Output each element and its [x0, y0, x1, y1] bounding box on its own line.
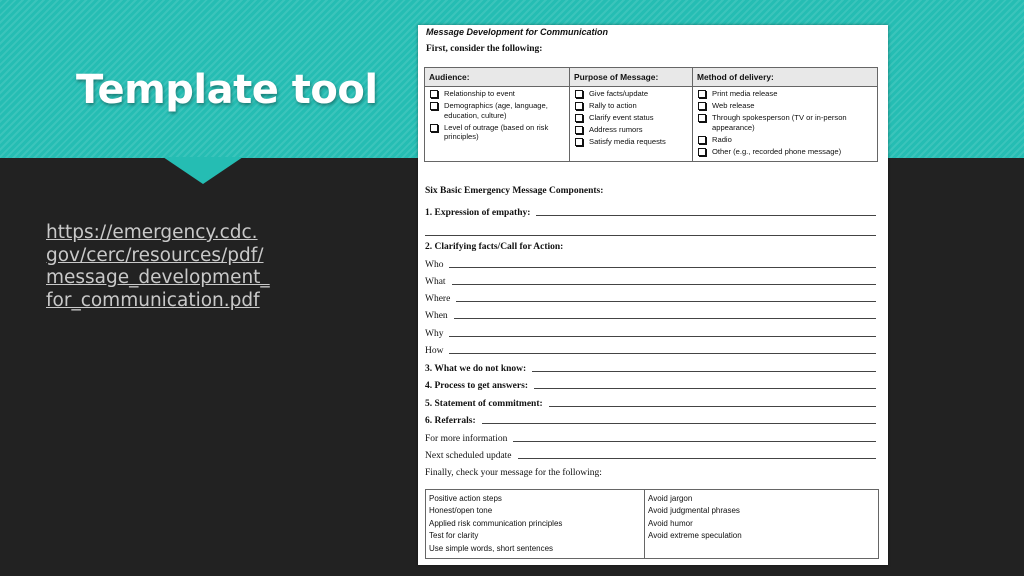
when-field[interactable]: When: [425, 311, 876, 321]
how-field[interactable]: How: [425, 346, 876, 356]
checklist-left-item: Test for clarity: [429, 531, 479, 541]
banner-pointer: [163, 157, 243, 184]
what-field[interactable]: What: [425, 277, 876, 287]
final-check-heading: Finally, check your message for the following:: [425, 468, 602, 478]
checklist-item[interactable]: Through spokesperson (TV or in-person appearance): [696, 113, 874, 132]
clarifying-heading: 2. Clarifying facts/Call for Action:: [425, 242, 564, 252]
audience-header: Audience:: [425, 68, 570, 87]
purpose-header: Purpose of Message:: [570, 68, 693, 87]
checklist-left: [426, 490, 645, 559]
checklist-left-item: Use simple words, short sentences: [429, 543, 554, 553]
checklist-item[interactable]: Relationship to event: [428, 89, 566, 99]
checkbox-icon[interactable]: [575, 126, 583, 134]
checklist-item[interactable]: Address rumors: [573, 125, 689, 135]
checklist-left-item: Positive action steps: [429, 494, 502, 503]
source-link-line: https://emergency.cdc.: [46, 222, 258, 243]
checklist-left-item: Honest/open tone: [429, 506, 493, 516]
delivery-header: Method of delivery:: [693, 68, 878, 87]
source-link-line: gov/cerc/resources/pdf/: [46, 244, 264, 266]
checkbox-icon[interactable]: [430, 124, 438, 132]
checklist-item[interactable]: Rally to action: [573, 101, 689, 111]
empathy-rule: [536, 214, 876, 216]
checklist-item[interactable]: Other (e.g., recorded phone message): [696, 147, 874, 157]
source-link-line: for_communication.pdf: [46, 289, 260, 311]
empathy-label: 1. Expression of empathy:: [425, 208, 531, 218]
who-field[interactable]: Who: [425, 260, 876, 270]
slide-title: Template tool: [76, 67, 378, 113]
checkbox-icon[interactable]: [575, 138, 583, 146]
next-update-field[interactable]: Next scheduled update: [425, 451, 876, 461]
checkbox-icon[interactable]: [698, 102, 706, 110]
empathy-field[interactable]: [425, 208, 876, 218]
document-intro: First, consider the following:: [426, 44, 543, 54]
checkbox-icon[interactable]: [698, 90, 706, 98]
where-field[interactable]: Where: [425, 294, 876, 304]
checkbox-icon[interactable]: [575, 102, 583, 110]
checkbox-icon[interactable]: [430, 102, 438, 110]
checklist-item[interactable]: Satisfy media requests: [573, 137, 689, 147]
components-heading: Six Basic Emergency Message Components:: [425, 186, 604, 196]
checkbox-icon[interactable]: [698, 136, 706, 144]
checklist-right-item: Avoid extreme speculation: [648, 531, 742, 541]
checklist-item[interactable]: Web release: [696, 101, 874, 111]
checklist-item[interactable]: Radio: [696, 135, 874, 145]
checklist-item[interactable]: Print media release: [696, 89, 874, 99]
checkbox-icon[interactable]: [575, 90, 583, 98]
consideration-table: [424, 67, 878, 162]
checklist-item[interactable]: Demographics (age, language, education, culture): [428, 101, 566, 120]
purpose-cell: [570, 87, 693, 162]
audience-cell: [425, 87, 570, 162]
checkbox-icon[interactable]: [698, 114, 706, 122]
why-field[interactable]: Why: [425, 329, 876, 339]
commitment-field[interactable]: 5. Statement of commitment:: [425, 399, 876, 409]
checklist-right-item: Avoid humor: [648, 518, 693, 528]
referrals-field[interactable]: 6. Referrals:: [425, 416, 876, 426]
checklist-left-item: Applied risk communication principles: [429, 518, 563, 528]
source-link-line: message_development_: [46, 267, 270, 288]
process-field[interactable]: 4. Process to get answers:: [425, 381, 876, 391]
checklist-item[interactable]: Level of outrage (based on risk principles): [428, 123, 566, 142]
source-link[interactable]: [46, 222, 296, 312]
unknown-field[interactable]: 3. What we do not know:: [425, 364, 876, 374]
checklist-item[interactable]: Clarify event status: [573, 113, 689, 123]
final-checklist-table: [425, 489, 879, 559]
checklist-right-item: Avoid jargon: [648, 494, 693, 503]
checkbox-icon[interactable]: [430, 90, 438, 98]
delivery-cell: [693, 87, 878, 162]
more-info-field[interactable]: For more information: [425, 434, 876, 444]
template-document: [418, 25, 888, 565]
checklist-item[interactable]: Give facts/update: [573, 89, 689, 99]
checkbox-icon[interactable]: [698, 148, 706, 156]
empathy-extra-rule[interactable]: [425, 235, 876, 236]
checkbox-icon[interactable]: [575, 114, 583, 122]
checklist-right-item: Avoid judgmental phrases: [648, 506, 740, 516]
checklist-right: [645, 490, 879, 559]
document-title: Message Development for Communication: [426, 27, 609, 37]
